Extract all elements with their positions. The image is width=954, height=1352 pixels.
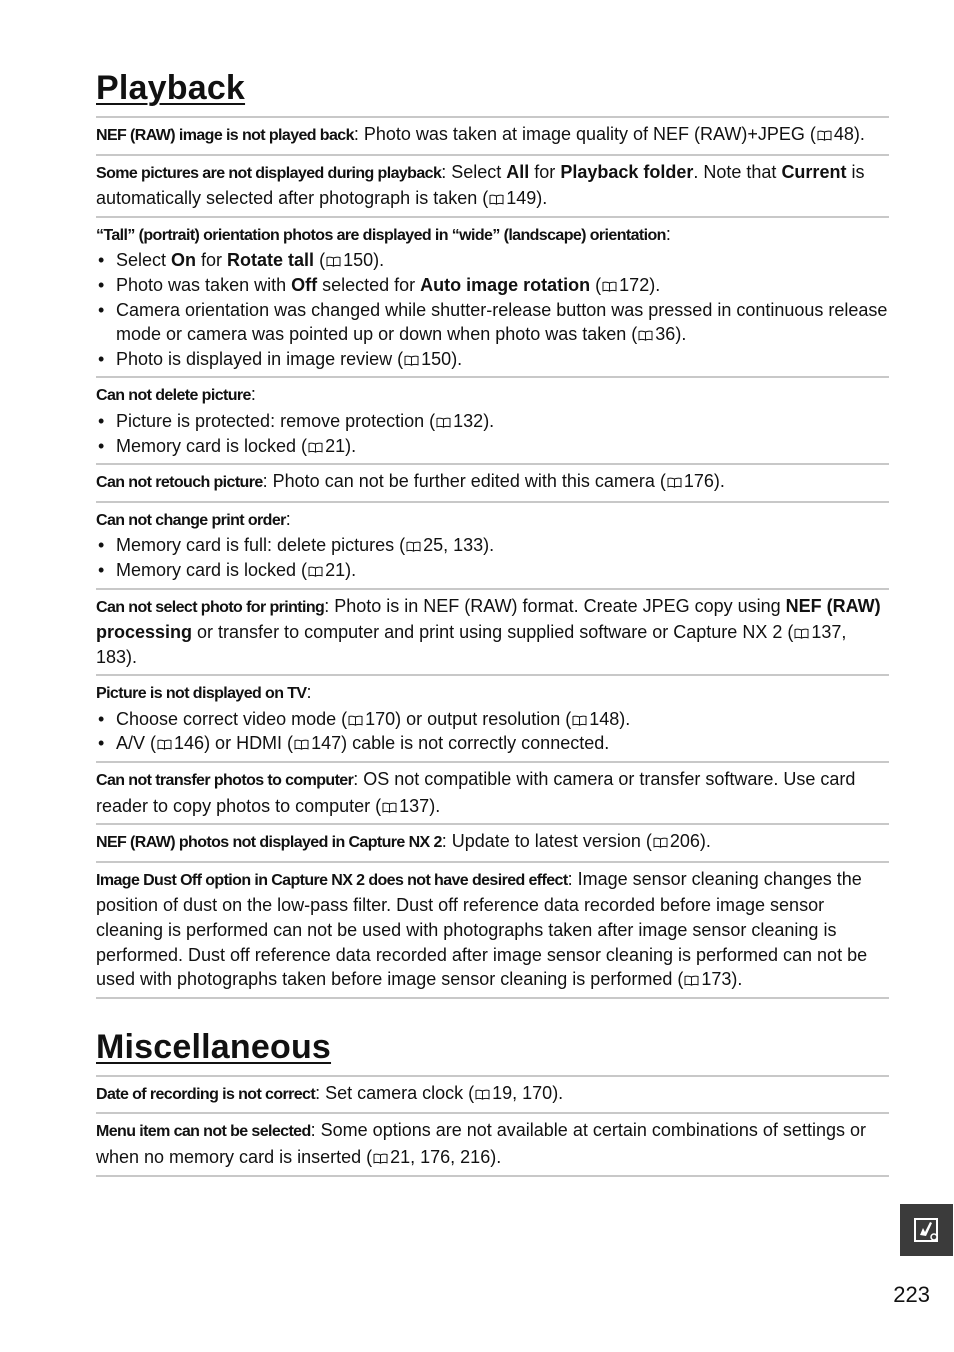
book-reference-icon (817, 130, 832, 141)
page-reference[interactable]: 149 (506, 188, 537, 209)
bullet-list (96, 248, 889, 371)
page-reference[interactable]: 132 (453, 410, 484, 431)
entry-title: Menu item can not be selected (96, 1123, 311, 1141)
list-item: • Memory card is locked ( 21). (96, 558, 889, 583)
entry-title: Can not retouch picture (96, 474, 263, 492)
bullet-list (96, 707, 889, 756)
book-reference-icon (489, 194, 504, 205)
page-reference[interactable]: 48 (833, 124, 854, 144)
bullet-list (96, 409, 889, 458)
book-reference-icon (308, 566, 323, 577)
entry-menu-item-not-selectable: Menu item can not be selected: Some options are not available at certain combinations of settings or when no memory card is inserted ( 21, 176, 216). (96, 1112, 889, 1176)
book-reference-icon (794, 628, 809, 639)
book-reference-icon (572, 715, 587, 726)
page-reference[interactable]: 146 (174, 733, 205, 754)
list-item: • Camera orientation was changed while shutter-release button was pressed in continuous release mode or camera was pointed up or down when photo was taken ( 36). (96, 298, 889, 347)
page-reference[interactable]: 19, 170 (492, 1082, 553, 1103)
page-reference[interactable]: 137, 183 (96, 622, 847, 667)
page-reference[interactable]: 21 (325, 559, 346, 580)
entry-nef-not-played: NEF (RAW) image is not played back: Photo was taken at image quality of NEF (RAW)+JPEG ( 48). (96, 116, 889, 154)
entry-some-pictures-not-displayed: Some pictures are not displayed during playback: Select All for Playback folder. Note that Current is automatically selected after photograph is taken ( 149). (96, 154, 889, 216)
entry-title: Can not select photo for printing (96, 598, 325, 616)
page-reference[interactable]: 147 (311, 733, 342, 754)
list-item: • Picture is protected: remove protection ( 132). (96, 409, 889, 434)
book-reference-icon (406, 541, 421, 552)
page-reference[interactable]: 206 (669, 831, 700, 852)
entry-can-not-retouch: Can not retouch picture: Photo can not be further edited with this camera ( 176). (96, 463, 889, 501)
entry-title: Can not delete picture (96, 387, 251, 405)
entry-dust-off: Image Dust Off option in Capture NX 2 does not have desired effect: Image sensor cleaning changes the position of dust on the low-pass filter. Dust off reference data recorded before image sensor cleaning is performed can not be used with photographs taken after image sensor cleaning is performed. Dust off reference data recorded after image sensor cleaning is performed can not be used with photographs taken before image sensor cleaning is performed ( 173). (96, 861, 889, 999)
book-reference-icon (404, 355, 419, 366)
entry-title: Date of recording is not correct (96, 1085, 316, 1103)
entry-title: Image Dust Off option in Capture NX 2 does not have desired effect (96, 871, 568, 889)
entry-title: Can not transfer photos to computer (96, 772, 354, 790)
entry-title: Picture is not displayed on TV (96, 685, 307, 703)
page-reference[interactable]: 25, 133 (423, 535, 484, 556)
entry-can-not-select-for-printing: Can not select photo for printing: Photo is in NEF (RAW) format. Create JPEG copy using NEF (RAW) processing or transfer to computer and print using supplied software or Capture NX 2 ( 137, 183). (96, 588, 889, 675)
list-item: • A/V ( 146) or HDMI ( 147) cable is not correctly connected. (96, 731, 889, 756)
entry-title: NEF (RAW) photos not displayed in Capture NX 2 (96, 834, 442, 852)
section-title-miscellaneous: Miscellaneous (96, 1027, 332, 1066)
entry-title: NEF (RAW) image is not played back (96, 127, 354, 144)
page-reference[interactable]: 21 (325, 435, 346, 456)
book-reference-icon (326, 256, 341, 267)
page-reference[interactable]: 172 (619, 274, 650, 295)
list-item: • Select On for Rotate tall ( 150). (96, 248, 889, 273)
book-reference-icon (294, 739, 309, 750)
list-item: • Memory card is full: delete pictures ( 25, 133). (96, 533, 889, 558)
book-reference-icon (684, 975, 699, 986)
book-reference-icon (382, 802, 397, 813)
list-item: • Memory card is locked ( 21). (96, 434, 889, 459)
page-reference[interactable]: 21, 176, 216 (390, 1147, 491, 1167)
entry-tall-orientation: “Tall” (portrait) orientation photos are displayed in “wide” (landscape) orientation: • Select On for Rotate tall ( 150). • Photo was taken with Off selected for Auto image rotation ( 172). • Camera orientation was changed while shutter-release button was pressed in continuous release mode or camera was pointed up or down when photo was taken ( 36). • Photo is displayed in image review ( 150). (96, 216, 889, 377)
book-reference-icon (638, 330, 653, 341)
entry-nef-not-in-capture-nx2: NEF (RAW) photos not displayed in Capture NX 2: Update to latest version ( 206). (96, 823, 889, 861)
entry-not-displayed-on-tv: Picture is not displayed on TV: • Choose correct video mode ( 170) or output resolution ( 148). • A/V ( 146) or HDMI ( 147) cable is not correctly connected. (96, 674, 889, 761)
list-item: • Photo was taken with Off selected for Auto image rotation ( 172). (96, 273, 889, 298)
page-reference[interactable]: 170 (365, 708, 396, 729)
book-reference-icon (436, 417, 451, 428)
page-reference[interactable]: 137 (399, 795, 430, 816)
list-item: • Choose correct video mode ( 170) or output resolution ( 148). (96, 707, 889, 732)
page-reference[interactable]: 150 (421, 348, 452, 369)
page-reference[interactable]: 173 (701, 969, 732, 990)
page-reference[interactable]: 148 (589, 708, 620, 729)
book-reference-icon (348, 715, 363, 726)
list-item: • Photo is displayed in image review ( 150). (96, 347, 889, 372)
entry-title: Can not change print order (96, 511, 286, 529)
book-reference-icon (653, 837, 668, 848)
bullet-list (96, 533, 889, 582)
entry-date-not-correct: Date of recording is not correct: Set camera clock ( 19, 170). (96, 1075, 889, 1113)
entry-can-not-delete: Can not delete picture: • Picture is protected: remove protection ( 132). • Memory card is locked ( 21). (96, 376, 889, 463)
page-reference[interactable]: 150 (343, 250, 374, 271)
page-number: 223 (893, 1282, 930, 1307)
page-content (96, 66, 889, 1177)
section-title-playback: Playback (96, 69, 246, 107)
page-reference[interactable]: 36 (655, 324, 676, 345)
entry-can-not-transfer: Can not transfer photos to computer: OS not compatible with camera or transfer software. Use card reader to copy photos to computer ( 137). (96, 761, 889, 823)
book-reference-icon (602, 281, 617, 292)
entry-title: Some pictures are not displayed during playback (96, 164, 442, 182)
troubleshooting-tab-icon (912, 1215, 942, 1245)
entry-title: “Tall” (portrait) orientation photos are displayed in “wide” (landscape) orientation (96, 226, 666, 244)
entry-can-not-change-print-order: Can not change print order: • Memory card is full: delete pictures ( 25, 133). • Memory card is locked ( 21). (96, 501, 889, 588)
book-reference-icon (475, 1089, 490, 1100)
book-reference-icon (157, 739, 172, 750)
page-reference[interactable]: 176 (683, 471, 714, 492)
book-reference-icon (667, 477, 682, 488)
troubleshooting-tab[interactable] (900, 1204, 953, 1256)
book-reference-icon (373, 1153, 388, 1164)
book-reference-icon (308, 442, 323, 453)
